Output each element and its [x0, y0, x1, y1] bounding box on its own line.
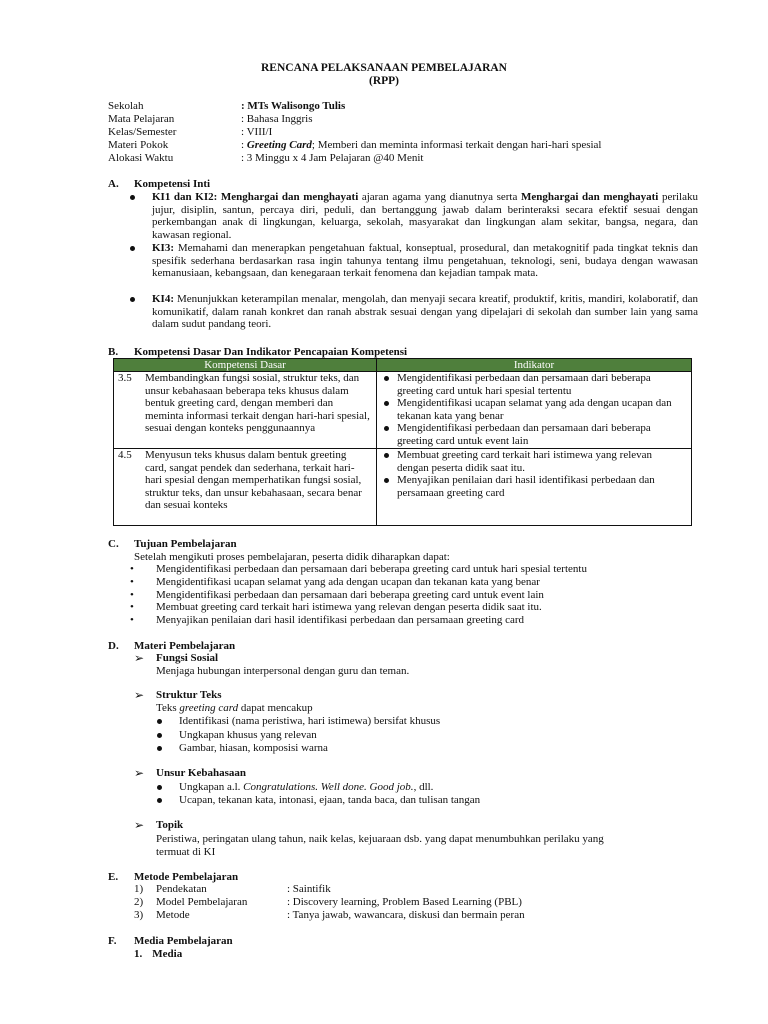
section-b-heading: B. Kompetensi Dasar Dan Indikator Pencapaian Kompetensi [108, 346, 408, 358]
bullet-icon [130, 195, 135, 200]
arrow-right-icon: ➢ [134, 688, 145, 702]
indicator-item: Mengidentifikasi perbedaan dan persamaan dari beberapa greeting card untuk hari spesial tertentu [377, 372, 691, 397]
ki-item-4: KI4: Menunjukkan keterampilan menalar, mengolah, dan menyaji secara kreatif, produktif, kritis, mandiri, kolaboratif, dan komunikatif, dalam ranah konkret dan ranah abstrak sesuai dengan yang dipelajari di sekolah dan sumber lain yang sama dalam sudut pandang teori. [130, 293, 698, 331]
indicator-item: Mengidentifikasi ucapan selamat yang ada dengan ucapan dan tekanan kata yang benar [377, 397, 691, 422]
meta-value-mapel: : Bahasa Inggris [241, 113, 313, 125]
bullet-icon [130, 246, 135, 251]
tujuan-intro: Setelah mengikuti proses pembelajaran, peserta didik diharapkan dapat: [134, 551, 450, 563]
topik-text-line1: Peristiwa, peringatan ulang tahun, naik kelas, kejuaraan dsb. yang dapat menumbuhkan perilaku yang [156, 833, 604, 845]
section-f-heading: F. Media Pembelajaran [108, 935, 233, 947]
bullet-icon [157, 746, 162, 751]
topik-text-line2: termuat di KI [156, 846, 216, 858]
indicator-item: Membuat greeting card terkait hari istimewa yang relevan dengan peserta didik saat itu. [377, 449, 691, 474]
bullet-icon [157, 798, 162, 803]
section-a-heading: A. Kompetensi Inti [108, 178, 211, 190]
document-title: RENCANA PELAKSANAAN PEMBELAJARAN [261, 62, 507, 74]
meta-value-kelas: : VIII/I [241, 126, 273, 138]
meta-label-sekolah: Sekolah [108, 100, 144, 112]
section-c-heading: C. Tujuan Pembelajaran [108, 538, 237, 550]
arrow-right-icon: ➢ [134, 818, 145, 832]
kd-number: 3.5 [118, 372, 132, 384]
arrow-right-icon: ➢ [134, 766, 145, 780]
kd-text: Menyusun teks khusus dalam bentuk greeting card, sangat pendek dan sederhana, terkait hari-hari spesial dengan memperhatikan fungsi sosial, struktur teks, dan unsur kebahasaan, secara benar dan sesuai konteks [145, 449, 362, 512]
meta-value-alokasi: : 3 Minggu x 4 Jam Pelajaran @40 Menit [241, 152, 424, 164]
fungsi-sosial-heading: ➢ Fungsi Sosial [134, 651, 219, 665]
bullet-icon [130, 297, 135, 302]
kd-header: Kompetensi Dasar [114, 359, 377, 372]
kd-table [113, 358, 692, 526]
indicator-header: Indikator [377, 359, 692, 372]
ki-item-1: KI1 dan KI2: Menghargai dan menghayati ajaran agama yang dianutnya serta Menghargai dan menghayati perilaku jujur, disiplin, santun, percaya diri, peduli, dan bertanggung jawab dalam berinteraksi secara efektif sesuai dengan perkembangan anak di lingkungan, keluarga, sekolah, masyarakat dan lingkungan alam sekitar, bangsa, negara, dan kawasan regional. [130, 191, 698, 241]
bullet-icon [157, 733, 162, 738]
meta-label-alokasi: Alokasi Waktu [108, 152, 174, 164]
meta-value-materi: : Greeting Card; Memberi dan meminta informasi terkait dengan hari-hari spesial [241, 139, 602, 151]
document-subtitle: (RPP) [368, 75, 399, 87]
meta-value-sekolah: : MTs Walisongo Tulis [241, 100, 346, 112]
section-d-heading: D. Materi Pembelajaran [108, 640, 236, 652]
topik-heading: ➢ Topik [134, 818, 184, 832]
arrow-right-icon: ➢ [134, 651, 145, 665]
meta-label-materi: Materi Pokok [108, 139, 169, 151]
bullet-icon [157, 719, 162, 724]
meta-label-mapel: Mata Pelajaran [108, 113, 175, 125]
table-row [114, 372, 692, 449]
kd-number: 4.5 [118, 449, 132, 461]
indicator-item: Mengidentifikasi perbedaan dan persamaan dari beberapa greeting card untuk event lain [377, 422, 691, 447]
ki-item-3: KI3: Memahami dan menerapkan pengetahuan faktual, konseptual, prosedural, dan metakognitif pada tingkat teknis dan spesifik sederhana berdasarkan rasa ingin tahunya tentang ilmu pengetahuan, teknologi, seni, budaya dengan wawasan kemanusiaan, kebangsaan, dan kenegaraan terkait fenomena dan kejadian tampak mata. [130, 242, 698, 280]
struktur-teks-heading: ➢ Struktur Teks [134, 688, 222, 702]
bullet-icon [157, 785, 162, 790]
struktur-teks-intro: Teks greeting card dapat mencakup [156, 702, 313, 714]
meta-label-kelas: Kelas/Semester [108, 126, 177, 138]
section-e-heading: E. Metode Pembelajaran [108, 871, 239, 883]
indicator-item: Menyajikan penilaian dari hasil identifikasi perbedaan dan persamaan greeting card [377, 474, 691, 499]
unsur-kebahasaan-heading: ➢ Unsur Kebahasaan [134, 766, 246, 780]
media-subheading: 1. Media [134, 948, 183, 960]
kd-text: Membandingkan fungsi sosial, struktur teks, dan unsur kebahasaan beberapa teks khusus dalam bentuk greeting card, dengan memberi dan meminta informasi terkait dengan hari-hari spesial, sesuai dengan konteks penggunaannya [145, 372, 370, 435]
table-row [114, 449, 692, 526]
fungsi-sosial-text: Menjaga hubungan interpersonal dengan guru dan teman. [156, 665, 410, 677]
